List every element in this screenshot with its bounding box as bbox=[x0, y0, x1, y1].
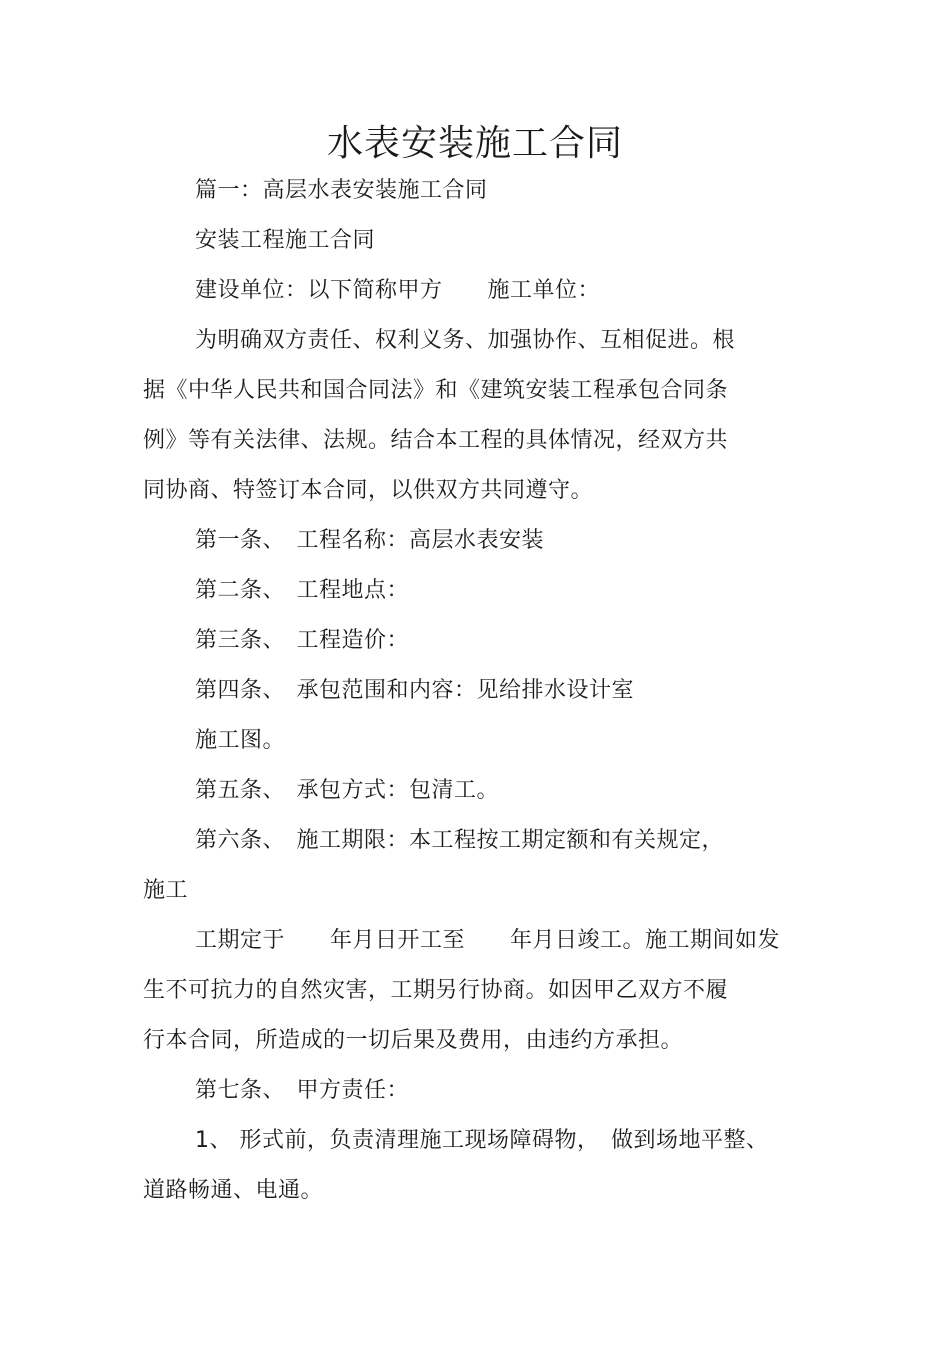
article-4: 第四条、 承包范围和内容：见给排水设计室 bbox=[195, 678, 635, 703]
article-2: 第二条、 工程地点： bbox=[195, 578, 410, 603]
article-6-cont: 施工 bbox=[143, 878, 189, 903]
preamble-line: 为明确双方责任、权利义务、加强协作、互相促进。根 bbox=[195, 328, 736, 353]
parties-line: 建设单位：以下简称甲方 施工单位： bbox=[195, 278, 601, 303]
document-title: 水表安装施工合同 bbox=[326, 123, 623, 164]
duty-item-1: 1、 形式前，负责清理施工现场障碍物， 做到场地平整、 bbox=[195, 1128, 769, 1153]
section-heading: 篇一：高层水表安装施工合同 bbox=[195, 178, 488, 203]
schedule-line: 工期定于 年月日开工至 年月日竣工。施工期间如发 bbox=[195, 928, 781, 953]
duty-item-1-cont: 道路畅通、电通。 bbox=[143, 1178, 324, 1203]
contract-subtitle: 安装工程施工合同 bbox=[195, 228, 376, 253]
article-7: 第七条、 甲方责任： bbox=[195, 1078, 410, 1103]
article-6: 第六条、 施工期限：本工程按工期定额和有关规定， bbox=[195, 828, 725, 853]
preamble-line: 据《中华人民共和国合同法》和《建筑安装工程承包合同条 bbox=[143, 378, 729, 403]
schedule-line: 行本合同，所造成的一切后果及费用，由违约方承担。 bbox=[143, 1028, 684, 1053]
preamble-line: 例》等有关法律、法规。结合本工程的具体情况，经双方共 bbox=[143, 428, 729, 453]
preamble-line: 同协商、特签订本合同，以供双方共同遵守。 bbox=[143, 478, 594, 503]
article-3: 第三条、 工程造价： bbox=[195, 628, 410, 653]
article-5: 第五条、 承包方式：包清工。 bbox=[195, 778, 500, 803]
schedule-line: 生不可抗力的自然灾害，工期另行协商。如因甲乙双方不履 bbox=[143, 978, 729, 1003]
article-1: 第一条、 工程名称：高层水表安装 bbox=[195, 528, 545, 553]
article-4-cont: 施工图。 bbox=[195, 728, 286, 753]
